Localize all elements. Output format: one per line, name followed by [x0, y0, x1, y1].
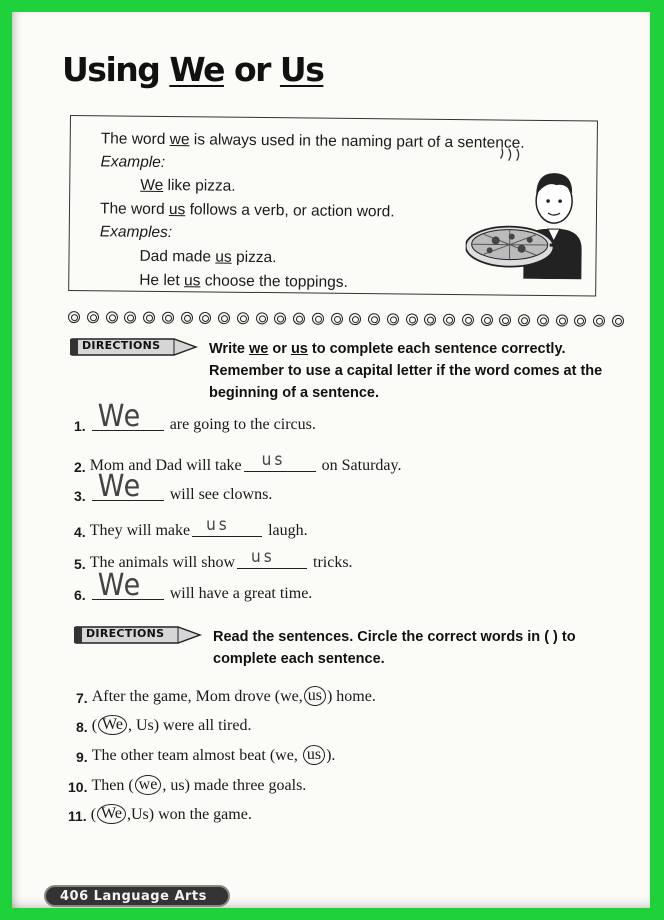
circle-item-11: 11. ( We , Us ) won the game.	[68, 805, 252, 824]
directions-label-2: DIRECTIONS	[86, 627, 165, 640]
directions-label-1: DIRECTIONS	[82, 339, 161, 352]
fill-item-1: 1. We are going to the circus.	[74, 399, 316, 434]
directions-pencil-icon-2	[72, 624, 202, 646]
example-us-2: He let us choose the toppings.	[139, 271, 348, 291]
page-footer	[44, 885, 230, 907]
examples-label: Examples:	[99, 223, 173, 242]
answer-blank-2[interactable]: us	[244, 449, 316, 472]
title-word-us: Us	[279, 50, 324, 89]
choice-us[interactable]: us	[170, 777, 185, 794]
directions-text-2: Read the sentences. Circle the correct words in ( ) to complete each sentence.	[213, 629, 576, 667]
choice-we-circled[interactable]: we	[135, 775, 162, 795]
title-word-we: We	[169, 50, 224, 89]
directions-text-1: Write we or us to complete each sentence correctly. Remember to use a capital letter if the word comes at the beginning of a sentence.	[209, 341, 603, 401]
fill-item-5: 5. The animals will show us tricks.	[74, 547, 353, 572]
dot-divider	[68, 311, 624, 329]
choice-we-circled[interactable]: We	[97, 804, 126, 824]
choice-we[interactable]: we	[275, 747, 294, 764]
circle-item-7: 7. After the game, Mom drove ( we , us ) home.	[76, 687, 376, 706]
page-title: Using We or Us	[62, 50, 324, 89]
example-us-1: Dad made us pizza.	[139, 247, 277, 267]
choice-we-circled[interactable]: We	[98, 715, 127, 735]
answer-blank-1[interactable]: We	[92, 408, 164, 431]
directions-pencil-icon	[68, 336, 198, 358]
fill-item-4: 4. They will make us laugh.	[74, 515, 308, 540]
chef-pizza-icon	[465, 148, 584, 279]
page-number-label: 406 Language Arts	[60, 888, 207, 904]
choice-we[interactable]: we	[280, 688, 299, 705]
example-we: We like pizza.	[140, 176, 236, 195]
worksheet-page	[12, 12, 650, 908]
choice-us-circled[interactable]: us	[304, 686, 326, 706]
answer-blank-6[interactable]: We	[92, 577, 164, 600]
answer-blank-4[interactable]: us	[192, 514, 262, 537]
rule-us: The word us follows a verb, or action word.	[99, 200, 395, 221]
circle-item-8: 8. ( We , Us ) were all tired.	[76, 716, 252, 735]
answer-blank-3[interactable]: We	[92, 478, 164, 501]
rule-we: The word we is always used in the naming part of a sentence.	[100, 130, 525, 152]
fill-item-2: 2. Mom and Dad will take us on Saturday.	[74, 450, 402, 475]
choice-us-circled[interactable]: us	[303, 745, 325, 765]
fill-item-3: 3. We will see clowns.	[74, 469, 273, 504]
example-label: Example:	[100, 153, 166, 171]
fill-item-6: 6. We will have a great time.	[74, 568, 313, 603]
circle-item-10: 10. Then ( we , us ) made three goals.	[68, 776, 307, 795]
circle-item-9: 9. The other team almost beat ( we , us ).	[76, 746, 336, 765]
rule-box	[68, 115, 598, 297]
answer-blank-5[interactable]: us	[237, 546, 307, 569]
choice-us[interactable]: Us	[135, 717, 154, 734]
choice-us[interactable]: Us	[130, 806, 149, 823]
